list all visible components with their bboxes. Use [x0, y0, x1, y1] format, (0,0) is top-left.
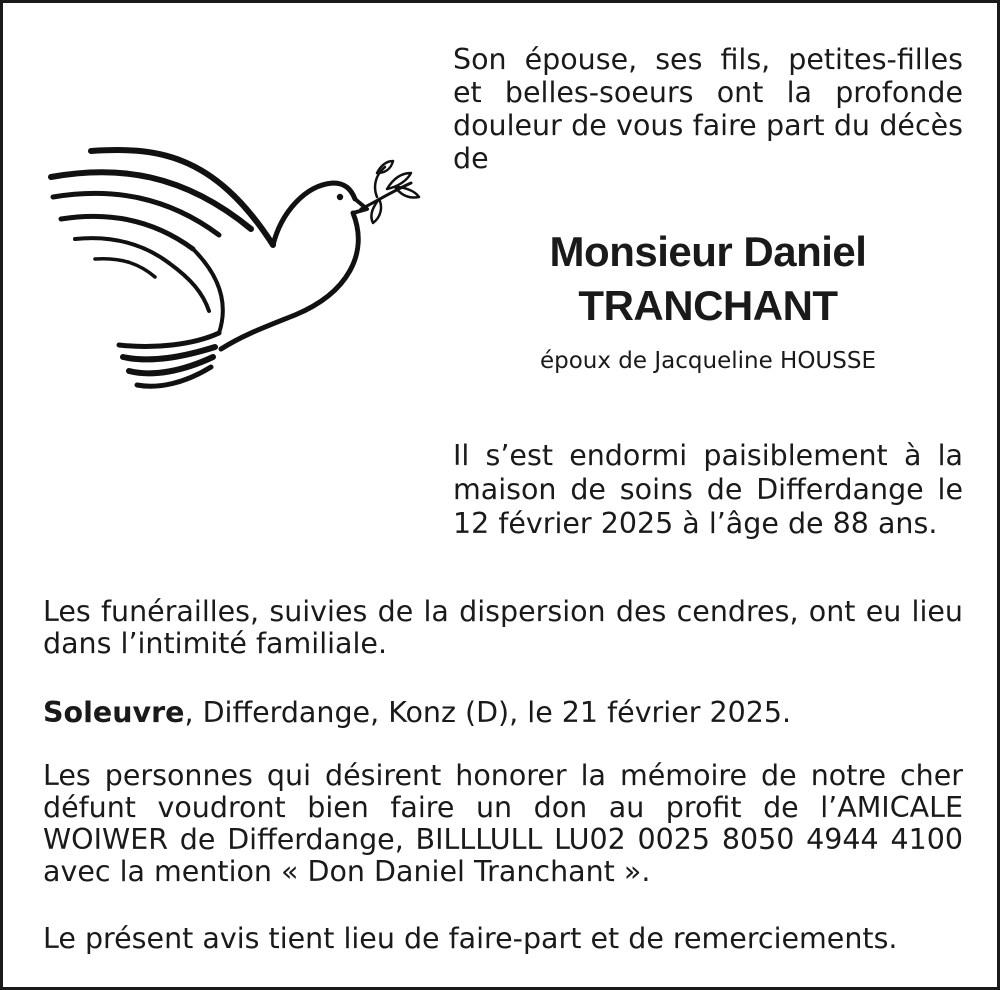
death-details: Il s’est endormi paisiblement à la maison de soins de Differdange le 12 février 2025 à l’âge de 88 ans. [453, 439, 963, 540]
family-announcement: Son épouse, ses fils, petites-filles et belles-soeurs ont la profonde douleur de vous faire part du décès de [453, 43, 963, 175]
spouse-line: époux de Jacqueline HOUSSE [539, 348, 876, 374]
place-name: Soleuvre [43, 696, 185, 729]
deceased-name-line1: Monsieur Daniel [549, 228, 867, 275]
deceased-name [453, 225, 963, 333]
closing-line: Le présent avis tient lieu de faire-part et de remerciements. [43, 922, 898, 955]
deceased-name-line2: TRANCHANT [578, 282, 838, 329]
place-date-line [43, 697, 963, 729]
funeral-paragraph: Les funérailles, suivies de la dispersion des cendres, ont eu lieu dans l’intimité familiale. [43, 595, 963, 660]
donation-paragraph: Les personnes qui désirent honorer la mémoire de notre cher défunt voudront bien faire un don au profit de l’AMICALE WOIWER de Differdange, BILLLULL LU02 0025 8050 4944 4100 avec la mention « Don Daniel Tranchant ». [43, 759, 963, 888]
place-date-rest: , Differdange, Konz (D), le 21 février 2025. [184, 696, 792, 729]
dove-with-olive-branch-icon [43, 143, 423, 403]
